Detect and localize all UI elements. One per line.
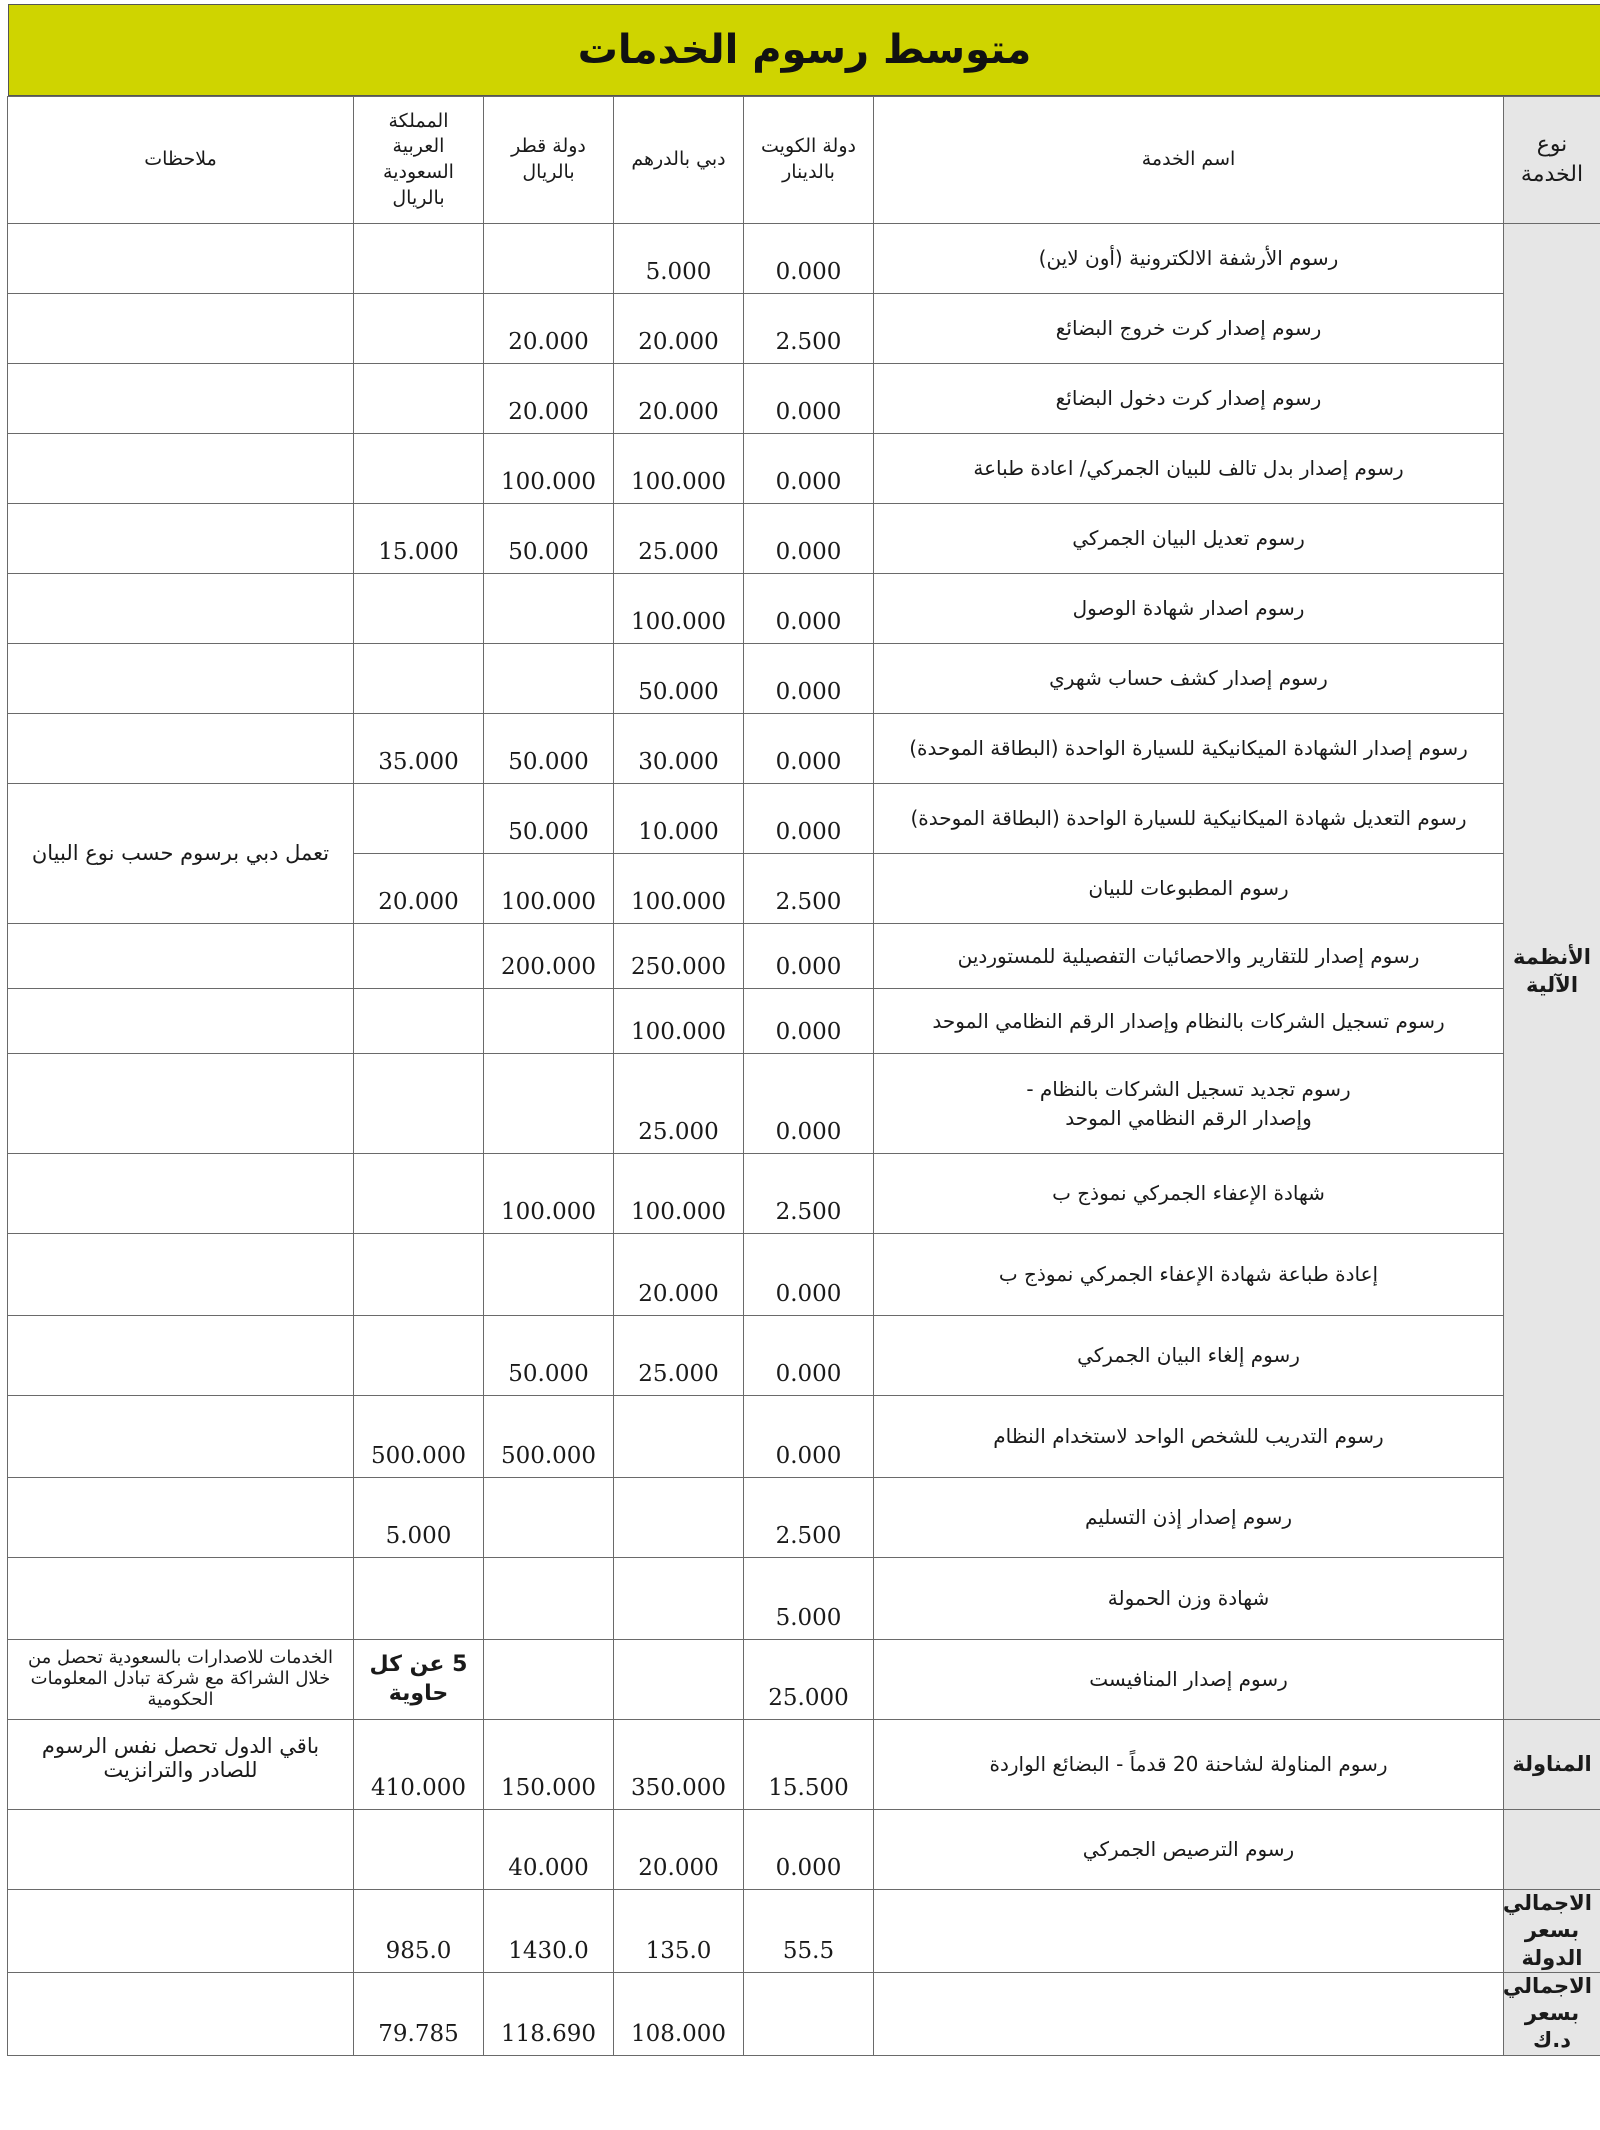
notes-cell <box>8 714 354 784</box>
saudi-value <box>354 434 484 504</box>
kuwait-value: 2.500 <box>744 294 874 364</box>
qatar-value <box>484 1558 614 1640</box>
category-total-kd: الاجمالي بسعر د.ك <box>1504 1972 1600 2055</box>
header-qatar: دولة قطر بالريال <box>484 97 614 224</box>
saudi-value: 500.000 <box>354 1396 484 1478</box>
qatar-value: 20.000 <box>484 294 614 364</box>
totals-kd-row <box>8 1972 1600 2055</box>
qatar-value: 100.000 <box>484 854 614 924</box>
header-kuwait: دولة الكويت بالدينار <box>744 97 874 224</box>
table-row <box>8 1154 1600 1234</box>
saudi-value <box>354 574 484 644</box>
dubai-value: 100.000 <box>614 434 744 504</box>
kuwait-value: 0.000 <box>744 1234 874 1316</box>
fees-table <box>7 96 1600 2056</box>
header-dubai: دبي بالدرهم <box>614 97 744 224</box>
saudi-value: 5.000 <box>354 1478 484 1558</box>
table-row <box>8 1054 1600 1154</box>
kuwait-value: 15.500 <box>744 1720 874 1810</box>
qatar-value <box>484 644 614 714</box>
kuwait-value: 0.000 <box>744 1396 874 1478</box>
saudi-total-kd: 79.785 <box>354 1972 484 2055</box>
service-name: رسوم إصدار إذن التسليم <box>874 1478 1504 1558</box>
dubai-value <box>614 1478 744 1558</box>
saudi-value <box>354 1316 484 1396</box>
notes-cell <box>8 574 354 644</box>
category-empty <box>1504 1810 1600 1890</box>
service-name-line: وإصدار الرقم النظامي الموحد <box>1065 1105 1312 1130</box>
service-name: رسوم إصدار للتقارير والاحصائيات التفصيلية للمستوردين <box>874 924 1504 989</box>
table-row <box>8 1396 1600 1478</box>
header-saudi: المملكة العربية السعودية بالريال <box>354 97 484 224</box>
notes-cell <box>8 504 354 574</box>
dubai-value: 350.000 <box>614 1720 744 1810</box>
kuwait-value: 2.500 <box>744 1478 874 1558</box>
dubai-value: 100.000 <box>614 1154 744 1234</box>
kuwait-value: 0.000 <box>744 224 874 294</box>
kuwait-value: 0.000 <box>744 714 874 784</box>
table-row <box>8 224 1600 294</box>
dubai-value: 30.000 <box>614 714 744 784</box>
table-row <box>8 434 1600 504</box>
saudi-value <box>354 224 484 294</box>
totals-state-row <box>8 1890 1600 1973</box>
qatar-value <box>484 574 614 644</box>
notes-cell <box>8 1054 354 1154</box>
dubai-value: 25.000 <box>614 1316 744 1396</box>
table-row <box>8 1558 1600 1640</box>
service-name: رسوم إصدار كرت دخول البضائع <box>874 364 1504 434</box>
table-row <box>8 294 1600 364</box>
saudi-value <box>354 1234 484 1316</box>
dubai-value: 100.000 <box>614 574 744 644</box>
saudi-value <box>354 1054 484 1154</box>
service-name: رسوم التدريب للشخص الواحد لاستخدام النظام <box>874 1396 1504 1478</box>
notes-cell <box>8 434 354 504</box>
service-name: رسوم تسجيل الشركات بالنظام وإصدار الرقم النظامي الموحد <box>874 989 1504 1054</box>
header-type: نوع الخدمة <box>1504 97 1600 224</box>
kuwait-value: 2.500 <box>744 854 874 924</box>
dubai-total: 135.0 <box>614 1890 744 1973</box>
qatar-value: 50.000 <box>484 714 614 784</box>
table-row <box>8 784 1600 854</box>
service-name-line: رسوم تجديد تسجيل الشركات بالنظام - <box>1026 1076 1351 1101</box>
dubai-value: 20.000 <box>614 1810 744 1890</box>
table-row <box>8 504 1600 574</box>
notes-cell <box>8 294 354 364</box>
dubai-value: 5.000 <box>614 224 744 294</box>
saudi-value: 410.000 <box>354 1720 484 1810</box>
qatar-value <box>484 1478 614 1558</box>
notes-cell <box>8 1316 354 1396</box>
dubai-value: 20.000 <box>614 1234 744 1316</box>
table-row <box>8 1234 1600 1316</box>
table-row <box>8 574 1600 644</box>
saudi-value: 20.000 <box>354 854 484 924</box>
service-name: رسوم الترصيص الجمركي <box>874 1810 1504 1890</box>
dubai-value: 100.000 <box>614 854 744 924</box>
service-name <box>874 1972 1504 2055</box>
notes-cell <box>8 1972 354 2055</box>
dubai-total-kd: 108.000 <box>614 1972 744 2055</box>
table-row <box>8 714 1600 784</box>
dubai-value <box>614 1396 744 1478</box>
kuwait-value: 0.000 <box>744 574 874 644</box>
kuwait-total-kd <box>744 1972 874 2055</box>
saudi-value: 35.000 <box>354 714 484 784</box>
kuwait-value: 0.000 <box>744 434 874 504</box>
service-name <box>874 1054 1504 1154</box>
dubai-value: 20.000 <box>614 294 744 364</box>
qatar-value: 50.000 <box>484 504 614 574</box>
service-name: رسوم إصدار بدل تالف للبيان الجمركي/ اعادة طباعة <box>874 434 1504 504</box>
qatar-value <box>484 1054 614 1154</box>
dubai-value <box>614 1640 744 1720</box>
saudi-value <box>354 924 484 989</box>
qatar-value: 500.000 <box>484 1396 614 1478</box>
kuwait-total: 55.5 <box>744 1890 874 1973</box>
service-name: رسوم الأرشفة الالكترونية (أون لاين) <box>874 224 1504 294</box>
service-name: رسوم التعديل شهادة الميكانيكية للسيارة الواحدة (البطاقة الموحدة) <box>874 784 1504 854</box>
service-name: إعادة طباعة شهادة الإعفاء الجمركي نموذج ب <box>874 1234 1504 1316</box>
fees-document <box>8 4 1600 2056</box>
qatar-value: 40.000 <box>484 1810 614 1890</box>
notes-cell <box>8 644 354 714</box>
kuwait-value: 0.000 <box>744 1054 874 1154</box>
service-name: شهادة وزن الحمولة <box>874 1558 1504 1640</box>
dubai-value: 20.000 <box>614 364 744 434</box>
service-name: رسوم إصدار كشف حساب شهري <box>874 644 1504 714</box>
kuwait-value: 5.000 <box>744 1558 874 1640</box>
saudi-value <box>354 294 484 364</box>
notes-cell <box>8 1558 354 1640</box>
table-row <box>8 644 1600 714</box>
service-name: رسوم اصدار شهادة الوصول <box>874 574 1504 644</box>
notes-cell <box>8 1154 354 1234</box>
kuwait-value: 2.500 <box>744 1154 874 1234</box>
saudi-total: 985.0 <box>354 1890 484 1973</box>
table-row <box>8 1478 1600 1558</box>
saudi-value <box>354 989 484 1054</box>
qatar-value: 50.000 <box>484 784 614 854</box>
qatar-total-kd: 118.690 <box>484 1972 614 2055</box>
kuwait-value: 0.000 <box>744 989 874 1054</box>
kuwait-value: 0.000 <box>744 1316 874 1396</box>
notes-cell <box>8 989 354 1054</box>
saudi-value <box>354 1558 484 1640</box>
notes-others: باقي الدول تحصل نفس الرسوم للصادر والترانزيت <box>8 1720 354 1810</box>
qatar-value: 150.000 <box>484 1720 614 1810</box>
qatar-value: 200.000 <box>484 924 614 989</box>
table-row <box>8 1810 1600 1890</box>
table-row <box>8 1640 1600 1720</box>
qatar-value: 100.000 <box>484 434 614 504</box>
header-notes: ملاحظات <box>8 97 354 224</box>
notes-dubai: تعمل دبي برسوم حسب نوع البيان <box>8 784 354 924</box>
notes-saudi: الخدمات للاصدارات بالسعودية تحصل من خلال الشراكة مع شركة تبادل المعلومات الحكومية <box>8 1640 354 1720</box>
table-row <box>8 924 1600 989</box>
service-name <box>874 1890 1504 1973</box>
header-name: اسم الخدمة <box>874 97 1504 224</box>
table-row <box>8 1720 1600 1810</box>
saudi-value <box>354 784 484 854</box>
service-name: رسوم المطبوعات للبيان <box>874 854 1504 924</box>
table-row <box>8 364 1600 434</box>
kuwait-value: 0.000 <box>744 504 874 574</box>
category-total-state: الاجمالي بسعر الدولة <box>1504 1890 1600 1973</box>
qatar-value: 20.000 <box>484 364 614 434</box>
saudi-value <box>354 364 484 434</box>
service-name: رسوم إصدار الشهادة الميكانيكية للسيارة الواحدة (البطاقة الموحدة) <box>874 714 1504 784</box>
qatar-value: 50.000 <box>484 1316 614 1396</box>
header-row <box>8 97 1600 224</box>
kuwait-value: 0.000 <box>744 784 874 854</box>
page-title: متوسط رسوم الخدمات <box>8 4 1600 96</box>
notes-cell <box>8 924 354 989</box>
service-name: رسوم المناولة لشاحنة 20 قدماً - البضائع الواردة <box>874 1720 1504 1810</box>
kuwait-value: 25.000 <box>744 1640 874 1720</box>
category-handling: المناولة <box>1504 1720 1600 1810</box>
notes-cell <box>8 1810 354 1890</box>
kuwait-value: 0.000 <box>744 364 874 434</box>
saudi-value <box>354 644 484 714</box>
dubai-value: 100.000 <box>614 989 744 1054</box>
qatar-value <box>484 1640 614 1720</box>
kuwait-value: 0.000 <box>744 924 874 989</box>
service-name: شهادة الإعفاء الجمركي نموذج ب <box>874 1154 1504 1234</box>
service-name: رسوم إصدار المنافيست <box>874 1640 1504 1720</box>
qatar-total: 1430.0 <box>484 1890 614 1973</box>
saudi-value: 5 عن كل حاوية <box>354 1640 484 1720</box>
notes-cell <box>8 224 354 294</box>
category-automated: الأنظمة الآلية <box>1504 224 1600 1720</box>
dubai-value <box>614 1558 744 1640</box>
saudi-value: 15.000 <box>354 504 484 574</box>
notes-cell <box>8 1478 354 1558</box>
notes-cell <box>8 1234 354 1316</box>
notes-cell <box>8 1396 354 1478</box>
qatar-value <box>484 224 614 294</box>
qatar-value <box>484 989 614 1054</box>
kuwait-value: 0.000 <box>744 1810 874 1890</box>
qatar-value <box>484 1234 614 1316</box>
notes-cell <box>8 364 354 434</box>
saudi-value <box>354 1810 484 1890</box>
dubai-value: 10.000 <box>614 784 744 854</box>
dubai-value: 25.000 <box>614 1054 744 1154</box>
dubai-value: 50.000 <box>614 644 744 714</box>
service-name: رسوم إلغاء البيان الجمركي <box>874 1316 1504 1396</box>
dubai-value: 250.000 <box>614 924 744 989</box>
service-name: رسوم إصدار كرت خروج البضائع <box>874 294 1504 364</box>
table-row <box>8 1316 1600 1396</box>
dubai-value: 25.000 <box>614 504 744 574</box>
qatar-value: 100.000 <box>484 1154 614 1234</box>
saudi-value <box>354 1154 484 1234</box>
kuwait-value: 0.000 <box>744 644 874 714</box>
service-name: رسوم تعديل البيان الجمركي <box>874 504 1504 574</box>
notes-cell <box>8 1890 354 1973</box>
table-row <box>8 989 1600 1054</box>
